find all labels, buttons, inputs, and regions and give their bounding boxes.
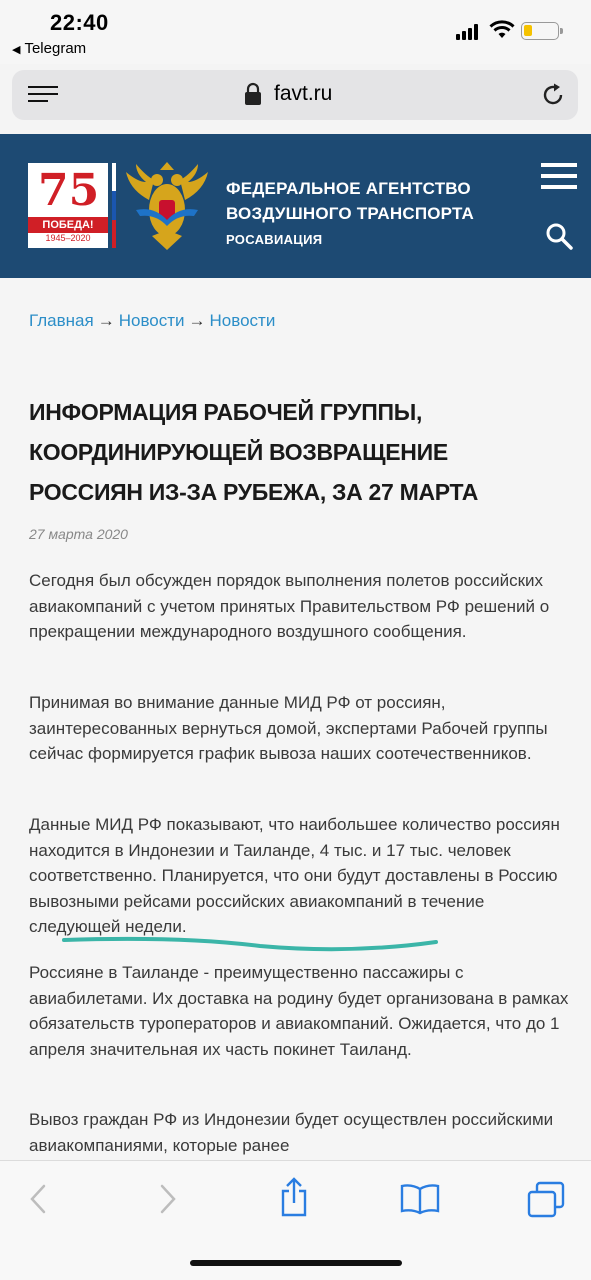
status-time: 22:40 (50, 10, 109, 35)
agency-line-2: ВОЗДУШНОГО ТРАНСПОРТА (226, 204, 474, 223)
tabs-icon[interactable] (527, 1181, 565, 1219)
signal-icon (456, 24, 482, 40)
back-to-app-link[interactable] (12, 40, 86, 57)
home-indicator[interactable] (190, 1260, 402, 1266)
share-icon[interactable] (279, 1177, 309, 1217)
article-paragraph: Сегодня был обсужден порядок выполнения полетов российских авиакомпаний с учетом принятых Правительством РФ решений о прекращении международного воздушного сообщения. (29, 571, 550, 641)
wifi-icon (489, 20, 515, 40)
russian-flag-bar (112, 163, 116, 248)
agency-name[interactable] (226, 176, 474, 247)
status-bar (0, 0, 591, 64)
lock-icon (244, 82, 262, 106)
logo-years: 1945–2020 (45, 233, 91, 243)
article-date: 27 марта 2020 (29, 526, 128, 542)
agency-line-1: ФЕДЕРАЛЬНОЕ АГЕНТСТВО (226, 179, 471, 198)
battery-icon (521, 22, 559, 40)
breadcrumb-news-current[interactable]: Новости (209, 311, 276, 330)
logo-number: 75 (38, 165, 100, 216)
article-paragraph: Данные МИД РФ показывают, что наибольшее количество россиян находится в Индонезии и Таиланде, 4 тыс. и 17 тыс. человек соответственно. Планируется, что они будут доставлены в Россию вывозными рейсами российских авиакомпаний в течение следующей недели. (29, 815, 560, 936)
back-app-label: Telegram (24, 40, 87, 57)
url-text[interactable]: favt.ru (274, 82, 333, 105)
bookmarks-icon[interactable] (400, 1183, 440, 1215)
article-paragraph: Россияне в Таиланде - преимущественно пассажиры с авиабилетами. Их доставка на родину будет организована в рамках обязательств туроператоров и авиакомпаний. Ожидается, что до 1 апреля значительная их часть покинет Таиланд. (29, 963, 569, 1059)
address-bar[interactable] (12, 70, 578, 120)
article-title: ИНФОРМАЦИЯ РАБОЧЕЙ ГРУППЫ, КООРДИНИРУЮЩЕЙ ВОЗВРАЩЕНИЕ РОССИЯН ИЗ-ЗА РУБЕЖА, ЗА 27 МАРТА (29, 399, 479, 505)
breadcrumb-news[interactable]: Новости (118, 311, 185, 330)
article-paragraph: Принимая во внимание данные МИД РФ от россиян, заинтересованных вернуться домой, экспертами Рабочей группы сейчас формируется график вывоза наших соотечественников. (29, 693, 548, 763)
back-triangle-icon: ◀ (12, 44, 21, 56)
back-icon[interactable] (28, 1183, 48, 1215)
article-content (0, 278, 591, 1160)
search-icon[interactable] (545, 222, 573, 250)
site-header (0, 134, 591, 278)
forward-icon[interactable] (158, 1183, 178, 1215)
breadcrumb-separator: → (97, 311, 115, 330)
reload-icon[interactable] (540, 82, 566, 108)
breadcrumb (29, 311, 275, 331)
agency-short-name: РОСАВИАЦИЯ (226, 232, 323, 247)
reader-menu-icon[interactable] (28, 86, 58, 104)
victory-75-logo[interactable] (28, 163, 108, 248)
breadcrumb-home[interactable]: Главная (29, 311, 94, 330)
burger-menu-icon[interactable] (541, 163, 577, 189)
article-paragraph: Вывоз граждан РФ из Индонезии будет осуществлен российскими авиакомпаниями, которые ранее (29, 1110, 554, 1155)
handdrawn-underline (60, 934, 440, 964)
double-headed-eagle-emblem-icon[interactable] (124, 160, 210, 252)
breadcrumb-separator: → (188, 311, 206, 330)
logo-text: ПОБЕДА! (28, 217, 108, 233)
